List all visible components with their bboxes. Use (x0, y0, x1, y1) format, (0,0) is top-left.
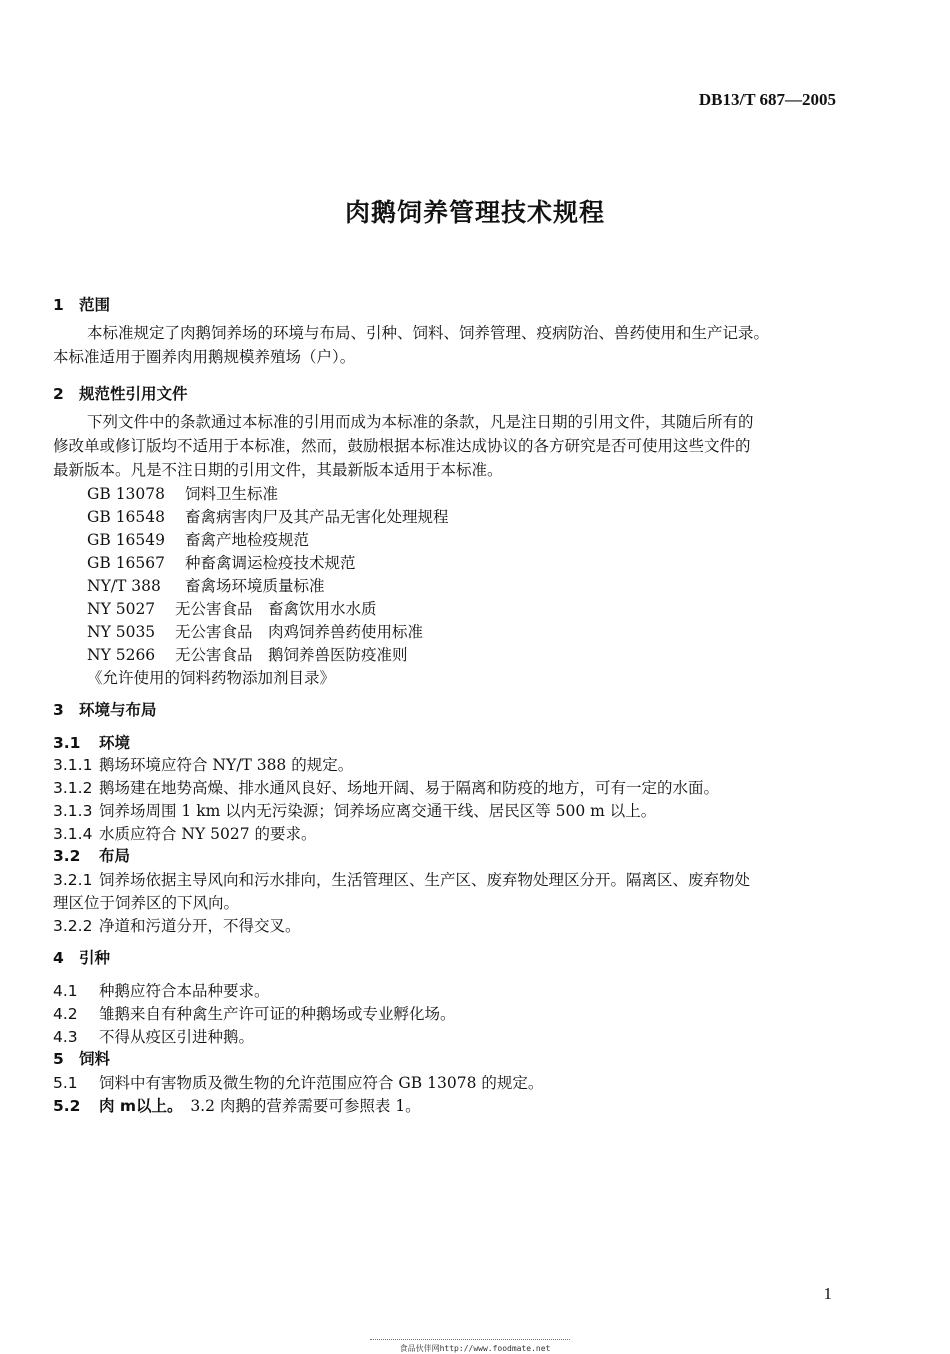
page-number: 1 (823, 1284, 832, 1303)
reference-item: NY 5027 无公害食品 畜禽饮用水水质 (87, 600, 377, 618)
footer-watermark: 食品伙伴网http://www.foodmate.net (399, 1344, 551, 1353)
section-1-paragraph-line2: 本标准适用于圈养肉用鹅规模养殖场（户）。 (53, 348, 356, 366)
section-2-paragraph-line2: 修改单或修订版均不适用于本标准，然而，鼓励根据本标准达成协议的各方研究是否可使用这些文件的 (53, 437, 751, 455)
clause-4-3: 4.3 不得从疫区引进种鹅。 (53, 1028, 255, 1046)
clause-3-2-1-continued: 理区位于饲养区的下风向。 (53, 894, 240, 912)
clause-3-1-1: 3.1.1 鹅场环境应符合 NY/T 388 的规定。 (53, 756, 354, 774)
clause-3-1-4: 3.1.4 水质应符合 NY 5027 的要求。 (53, 825, 317, 843)
reference-item: GB 16548 畜禽病害肉尸及其产品无害化处理规程 (87, 508, 449, 526)
section-1-heading: 1 范围 (53, 296, 111, 314)
clause-4-1: 4.1 种鹅应符合本品种要求。 (53, 982, 270, 1000)
clause-5-1: 5.1 饲料中有害物质及微生物的允许范围应符合 GB 13078 的规定。 (53, 1074, 544, 1092)
standard-code: DB13/T 687—2005 (698, 90, 836, 109)
clause-3-2-2: 3.2.2 净道和污道分开，不得交叉。 (53, 917, 301, 935)
section-2-heading: 2 规范性引用文件 (53, 385, 188, 403)
clause-3-1-2: 3.1.2 鹅场建在地势高燥、排水通风良好、场地开阔、易于隔离和防疫的地方，可有一定的水面。 (53, 779, 720, 797)
section-1-paragraph-line1: 本标准规定了肉鹅饲养场的环境与布局、引种、饲料、饲养管理、疫病防治、兽药使用和生产记录。 (87, 324, 770, 342)
reference-catalog: 《允许使用的饲料药物添加剂目录》 (87, 669, 336, 687)
reference-item: NY 5266 无公害食品 鹅饲养兽医防疫准则 (87, 646, 408, 664)
clause-3-1-heading: 3.1 环境 (53, 734, 131, 752)
document-title: 肉鹅饲养管理技术规程 (344, 198, 605, 227)
reference-item: NY/T 388 畜禽场环境质量标准 (87, 577, 325, 595)
section-2-paragraph-line3: 最新版本。凡是不注日期的引用文件，其最新版本适用于本标准。 (53, 461, 503, 479)
reference-item: NY 5035 无公害食品 肉鸡饲养兽药使用标准 (87, 623, 424, 641)
reference-item: GB 16567 种畜禽调运检疫技术规范 (87, 554, 356, 572)
clause-3-2-1: 3.2.1 饲养场依据主导风向和污水排向，生活管理区、生产区、废弃物处理区分开。隔离区、废弃物处 (53, 871, 751, 889)
section-3-heading: 3 环境与布局 (53, 701, 157, 719)
reference-item: GB 13078 饲料卫生标准 (87, 485, 279, 503)
section-4-heading: 4 引种 (53, 949, 111, 967)
footer-divider (370, 1339, 570, 1340)
section-5-heading: 5 饲料 (53, 1050, 111, 1068)
clause-4-2: 4.2 雏鹅来自有种禽生产许可证的种鹅场或专业孵化场。 (53, 1005, 456, 1023)
clause-5-2: 5.2 肉 m以上。 3.2 肉鹅的营养需要可参照表 1。 (53, 1097, 421, 1115)
section-2-paragraph-line1: 下列文件中的条款通过本标准的引用而成为本标准的条款，凡是注日期的引用文件，其随后所有的 (87, 413, 754, 431)
clause-3-1-3: 3.1.3 饲养场周围 1 km 以内无污染源；饲养场应离交通干线、居民区等 500 m 以上。 (53, 802, 657, 820)
reference-item: GB 16549 畜禽产地检疫规范 (87, 531, 310, 549)
clause-3-2-heading: 3.2 布局 (53, 847, 131, 865)
